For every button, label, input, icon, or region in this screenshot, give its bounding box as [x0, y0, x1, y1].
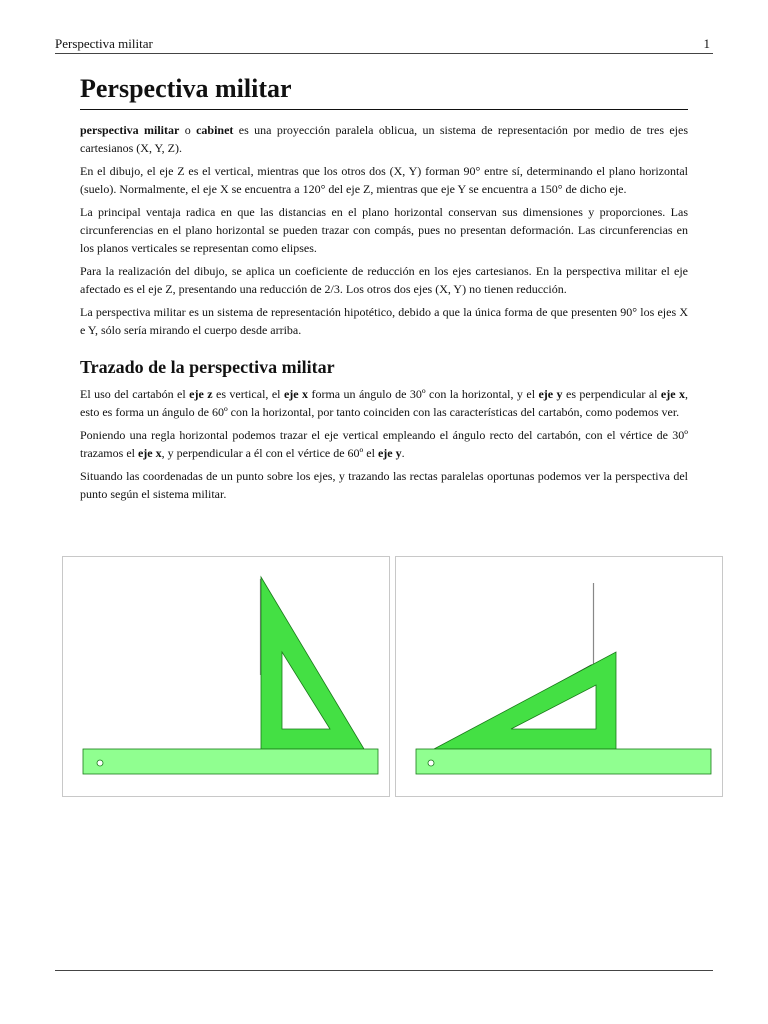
intro-text: es una proyección paralela oblicua, un sistema de representación por medio de tres ejes cartesianos (X, Y, Z). [80, 123, 689, 155]
set-square-triangle [434, 652, 616, 749]
paragraph-reduction: Para la realización del dibujo, se aplica un coeficiente de reducción en los ejes cartesianos. En la perspectiva militar el eje afectado es el eje Z, presentando una reducción de 2/3. Los otros dos ejes (X, Y) no tienen reducción. [80, 264, 688, 296]
paragraph-advantage: La principal ventaja radica en que las distancias en el plano horizontal conservan sus dimensiones y proporciones. Las circunferencias en el plano horizontal se pueden trazar con compás, pues no presentan deformación. Las circunferencias en los planos verticales se representan como elipses. [80, 205, 688, 255]
bold-eje-x: eje x [283, 387, 309, 401]
ruler-hole [428, 760, 434, 766]
bold-eje-x: eje x [660, 387, 686, 401]
bold-eje-z: eje z [189, 387, 213, 401]
text-run: Poniendo una regla horizontal podemos trazar el eje vertical empleando el ángulo recto del cartabón, con el vértice de 30º trazamos el [80, 428, 688, 460]
text-run: , y perpendicular a él con el vértice de 60º el [161, 446, 378, 460]
term-perspectiva-militar: perspectiva militar [80, 123, 180, 137]
figure-vertical-axis [62, 556, 390, 797]
text-run: , esto es forma un ángulo de 60º con la horizontal, por tanto coinciden con las características del cartabón, como podemos ver. [80, 387, 689, 419]
figure-x-axis [395, 556, 723, 797]
set-square-triangle [261, 577, 364, 749]
text-run: es perpendicular al [562, 387, 661, 401]
set-square-30deg-illustration [396, 557, 722, 796]
text-run: . [401, 446, 405, 460]
bold-eje-x: eje x [137, 446, 162, 460]
article-content [80, 74, 688, 508]
ruler-hole [97, 760, 103, 766]
running-title: Perspectiva militar [55, 36, 153, 51]
text-run: es vertical, el [212, 387, 284, 401]
figures-row [62, 556, 722, 797]
page-title: Perspectiva militar [80, 74, 688, 110]
section-paragraph-regla [80, 426, 688, 462]
bold-eje-y: eje y [377, 446, 402, 460]
running-header [55, 34, 713, 54]
set-square-vertical-illustration [63, 557, 389, 796]
ruler [83, 749, 378, 774]
paragraph-axes: En el dibujo, el eje Z es el vertical, mientras que los otros dos (X, Y) forman 90° entre sí, determinando el plano horizontal (suelo). Normalmente, el eje X se encuentra a 120° del eje Z, mientras que eje Y se encuentra a 150° de dicho eje. [80, 164, 688, 196]
text-run: El uso del cartabón el [80, 387, 190, 401]
term-cabinet: cabinet [196, 123, 234, 137]
text-run: forma un ángulo de 30º con la horizontal, y el [308, 387, 539, 401]
page-number: 1 [703, 36, 710, 51]
section-heading: Trazado de la perspectiva militar [80, 357, 335, 377]
intro-conjunction: o [179, 123, 197, 137]
section-paragraph-cartabon [80, 385, 688, 421]
paragraph-hypothetical: La perspectiva militar es un sistema de representación hipotético, debido a que la única forma de que presenten 90° los ejes X e Y, sólo sería mirando el cuerpo desde arriba. [80, 305, 688, 337]
section-paragraph-coordenadas: Situando las coordenadas de un punto sobre los ejes, y trazando las rectas paralelas oportunas podemos ver la perspectiva del punto según el sistema militar. [80, 469, 688, 501]
running-footer [55, 970, 713, 971]
ruler [416, 749, 711, 774]
bold-eje-y: eje y [538, 387, 563, 401]
intro-paragraph [80, 121, 688, 157]
